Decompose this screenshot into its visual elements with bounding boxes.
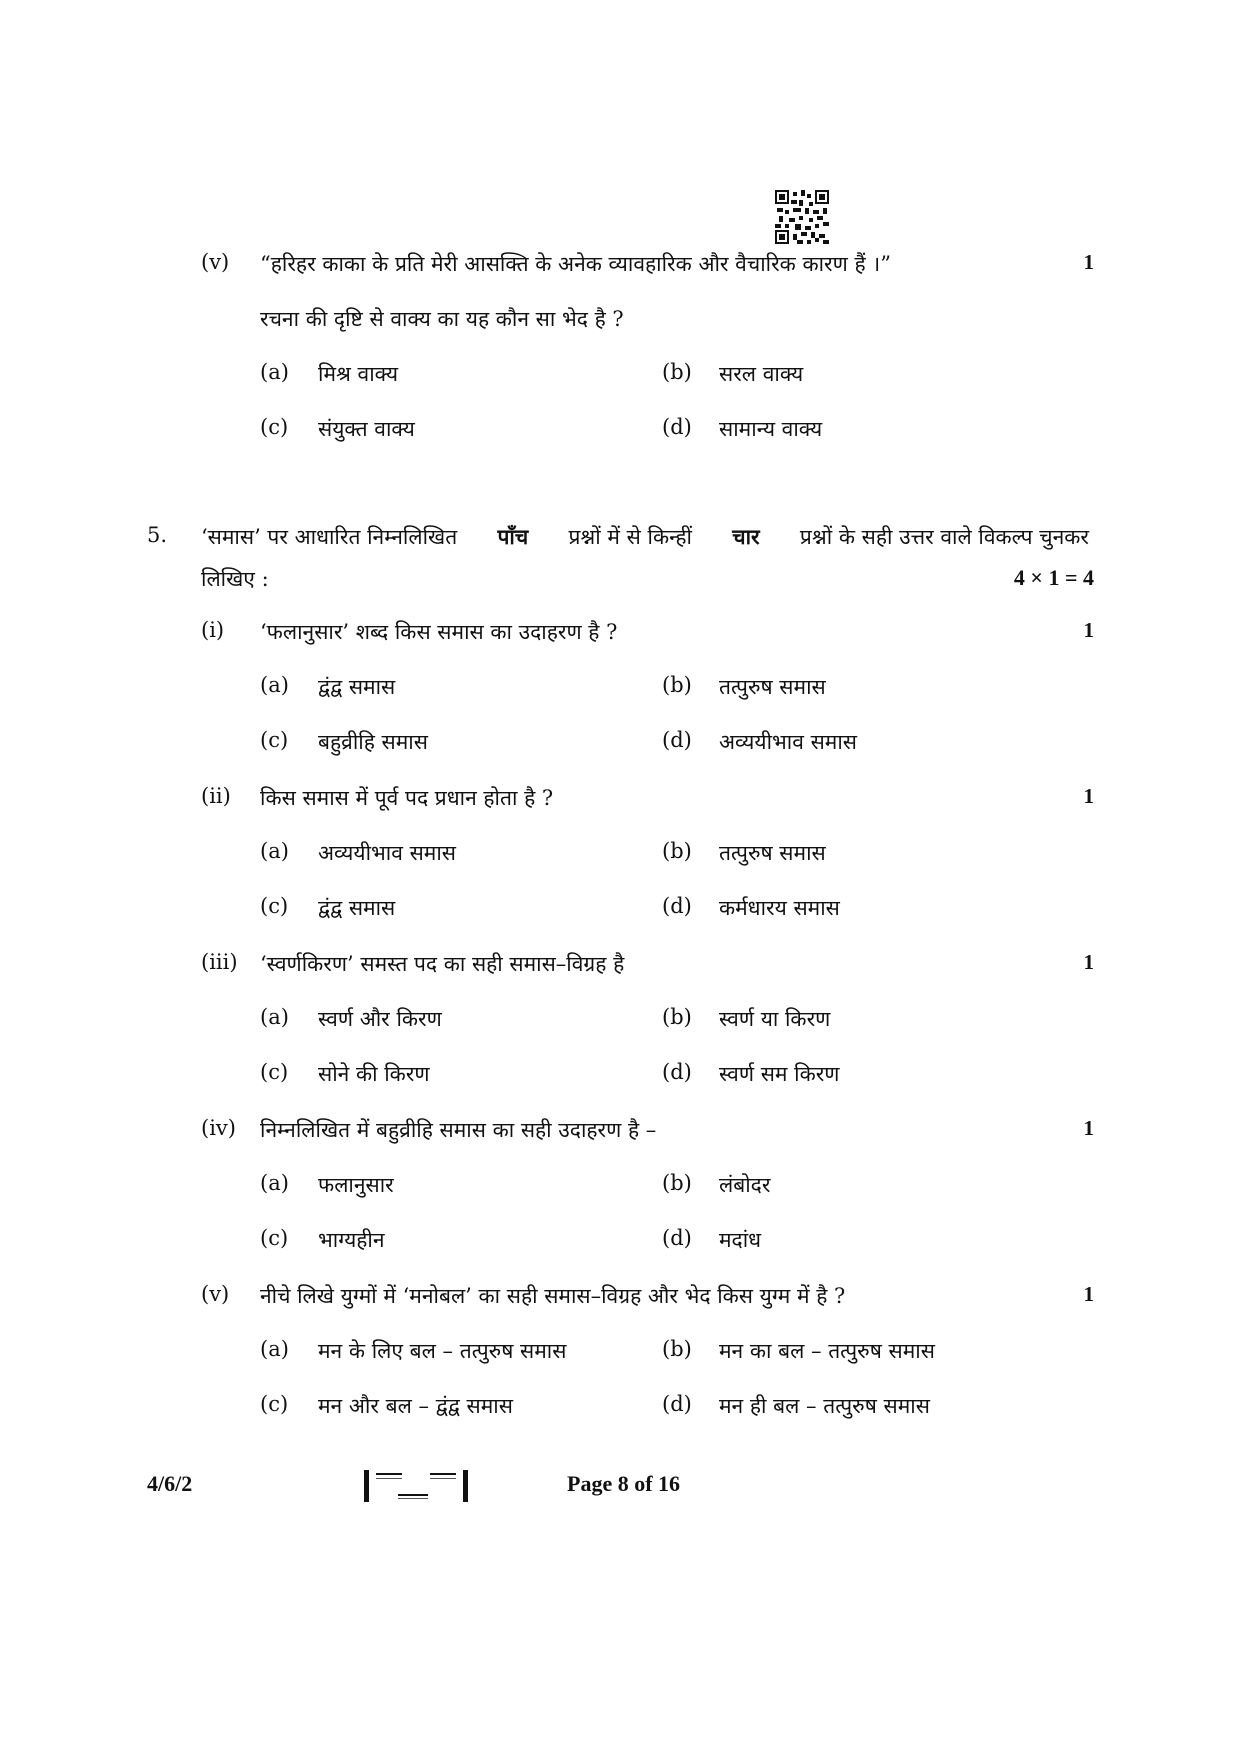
barcode-icon	[364, 1470, 468, 1502]
sub-question-text: ‘फलानुसार’ शब्द किस समास का उदाहरण है ?	[260, 620, 618, 644]
qr-code-icon	[775, 190, 829, 244]
option-text: भाग्यहीन	[318, 1228, 385, 1252]
option-label: (a)	[260, 1337, 289, 1361]
option-text: मन के लिए बल – तत्पुरुष समास	[318, 1339, 567, 1363]
intro-part: प्रश्नों में से किन्हीं	[568, 525, 692, 549]
option-text: मन का बल – तत्पुरुष समास	[719, 1339, 935, 1363]
sub-question-text: ‘स्वर्णकिरण’ समस्त पद का सही समास–विग्रह है	[260, 952, 625, 976]
option-label: (d)	[662, 894, 692, 918]
sub-question-marks: 1	[1083, 618, 1094, 642]
option-text: मन ही बल – तत्पुरुष समास	[719, 1394, 930, 1418]
question-marks: 1	[1083, 250, 1094, 274]
option-text: स्वर्ण या किरण	[719, 1007, 831, 1031]
option-text: सरल वाक्य	[719, 362, 804, 386]
option-text: मदांध	[719, 1228, 762, 1252]
option-label: (b)	[662, 1005, 692, 1029]
sub-question-marks: 1	[1083, 1282, 1094, 1306]
option-label: (c)	[260, 1060, 289, 1084]
option-label: (c)	[260, 728, 289, 752]
option-text: स्वर्ण और किरण	[318, 1007, 442, 1031]
paper-code: 4/6/2	[147, 1471, 193, 1496]
sub-question-label: (iv)	[201, 1116, 236, 1140]
intro-part: प्रश्नों के सही उत्तर वाले विकल्प चुनकर	[799, 525, 1089, 549]
option-text: मन और बल – द्वंद्व समास	[318, 1394, 513, 1418]
sub-question-text: नीचे लिखे युग्मों में ‘मनोबल’ का सही समास–विग्रह और भेद किस युग्म में है ?	[260, 1284, 846, 1308]
option-label: (b)	[662, 360, 692, 384]
question-intro-line2: लिखिए :	[201, 567, 269, 591]
option-label: (b)	[662, 673, 692, 697]
option-label: (a)	[260, 673, 289, 697]
option-text: कर्मधारय समास	[719, 896, 840, 920]
option-text: लंबोदर	[719, 1173, 771, 1197]
sub-question-marks: 1	[1083, 1116, 1094, 1140]
option-text: मिश्र वाक्य	[318, 362, 399, 386]
sub-question-label: (iii)	[201, 950, 238, 974]
option-text: तत्पुरुष समास	[719, 675, 826, 699]
option-text: अव्ययीभाव समास	[719, 730, 857, 754]
option-label: (d)	[662, 1392, 692, 1416]
question-number: 5.	[147, 523, 168, 547]
option-label: (c)	[260, 894, 289, 918]
option-text: बहुव्रीहि समास	[318, 730, 428, 754]
intro-part: ‘समास’ पर आधारित निम्नलिखित	[201, 525, 458, 549]
sub-question-text: किस समास में पूर्व पद प्रधान होता है ?	[260, 786, 554, 810]
option-label: (d)	[662, 1226, 692, 1250]
question-intro	[201, 523, 1089, 551]
question-label: (v)	[201, 250, 230, 274]
question-subtext: रचना की दृष्टि से वाक्य का यह कौन सा भेद है ?	[260, 307, 624, 331]
intro-bold-five: पाँच	[497, 524, 529, 549]
option-label: (a)	[260, 1171, 289, 1195]
sub-question-label: (v)	[201, 1282, 230, 1306]
sub-question-label: (i)	[201, 618, 225, 642]
option-label: (a)	[260, 360, 289, 384]
option-text: सोने की किरण	[318, 1062, 430, 1086]
sub-question-label: (ii)	[201, 784, 231, 808]
option-label: (c)	[260, 1392, 289, 1416]
option-label: (c)	[260, 1226, 289, 1250]
option-label: (b)	[662, 1337, 692, 1361]
option-label: (b)	[662, 839, 692, 863]
option-text: अव्ययीभाव समास	[318, 841, 456, 865]
option-text: तत्पुरुष समास	[719, 841, 826, 865]
sub-question-marks: 1	[1083, 784, 1094, 808]
option-text: फलानुसार	[318, 1173, 394, 1197]
option-text: सामान्य वाक्य	[719, 417, 823, 441]
sub-question-marks: 1	[1083, 950, 1094, 974]
option-label: (d)	[662, 1060, 692, 1084]
sub-question-text: निम्नलिखित में बहुव्रीहि समास का सही उदाहरण है –	[260, 1118, 657, 1142]
option-text: द्वंद्व समास	[318, 896, 396, 920]
total-marks: 4 × 1 = 4	[1013, 565, 1094, 590]
option-label: (b)	[662, 1171, 692, 1195]
option-label: (d)	[662, 415, 692, 439]
option-text: द्वंद्व समास	[318, 675, 396, 699]
option-label: (c)	[260, 415, 289, 439]
option-label: (a)	[260, 1005, 289, 1029]
option-text: संयुक्त वाक्य	[318, 417, 415, 441]
intro-bold-four: चार	[732, 524, 760, 549]
option-text: स्वर्ण सम किरण	[719, 1062, 840, 1086]
option-label: (a)	[260, 839, 289, 863]
page-number: Page 8 of 16	[567, 1471, 681, 1496]
option-label: (d)	[662, 728, 692, 752]
question-text: “हरिहर काका के प्रति मेरी आसक्ति के अनेक व्यावहारिक और वैचारिक कारण हैं ।”	[260, 252, 892, 276]
